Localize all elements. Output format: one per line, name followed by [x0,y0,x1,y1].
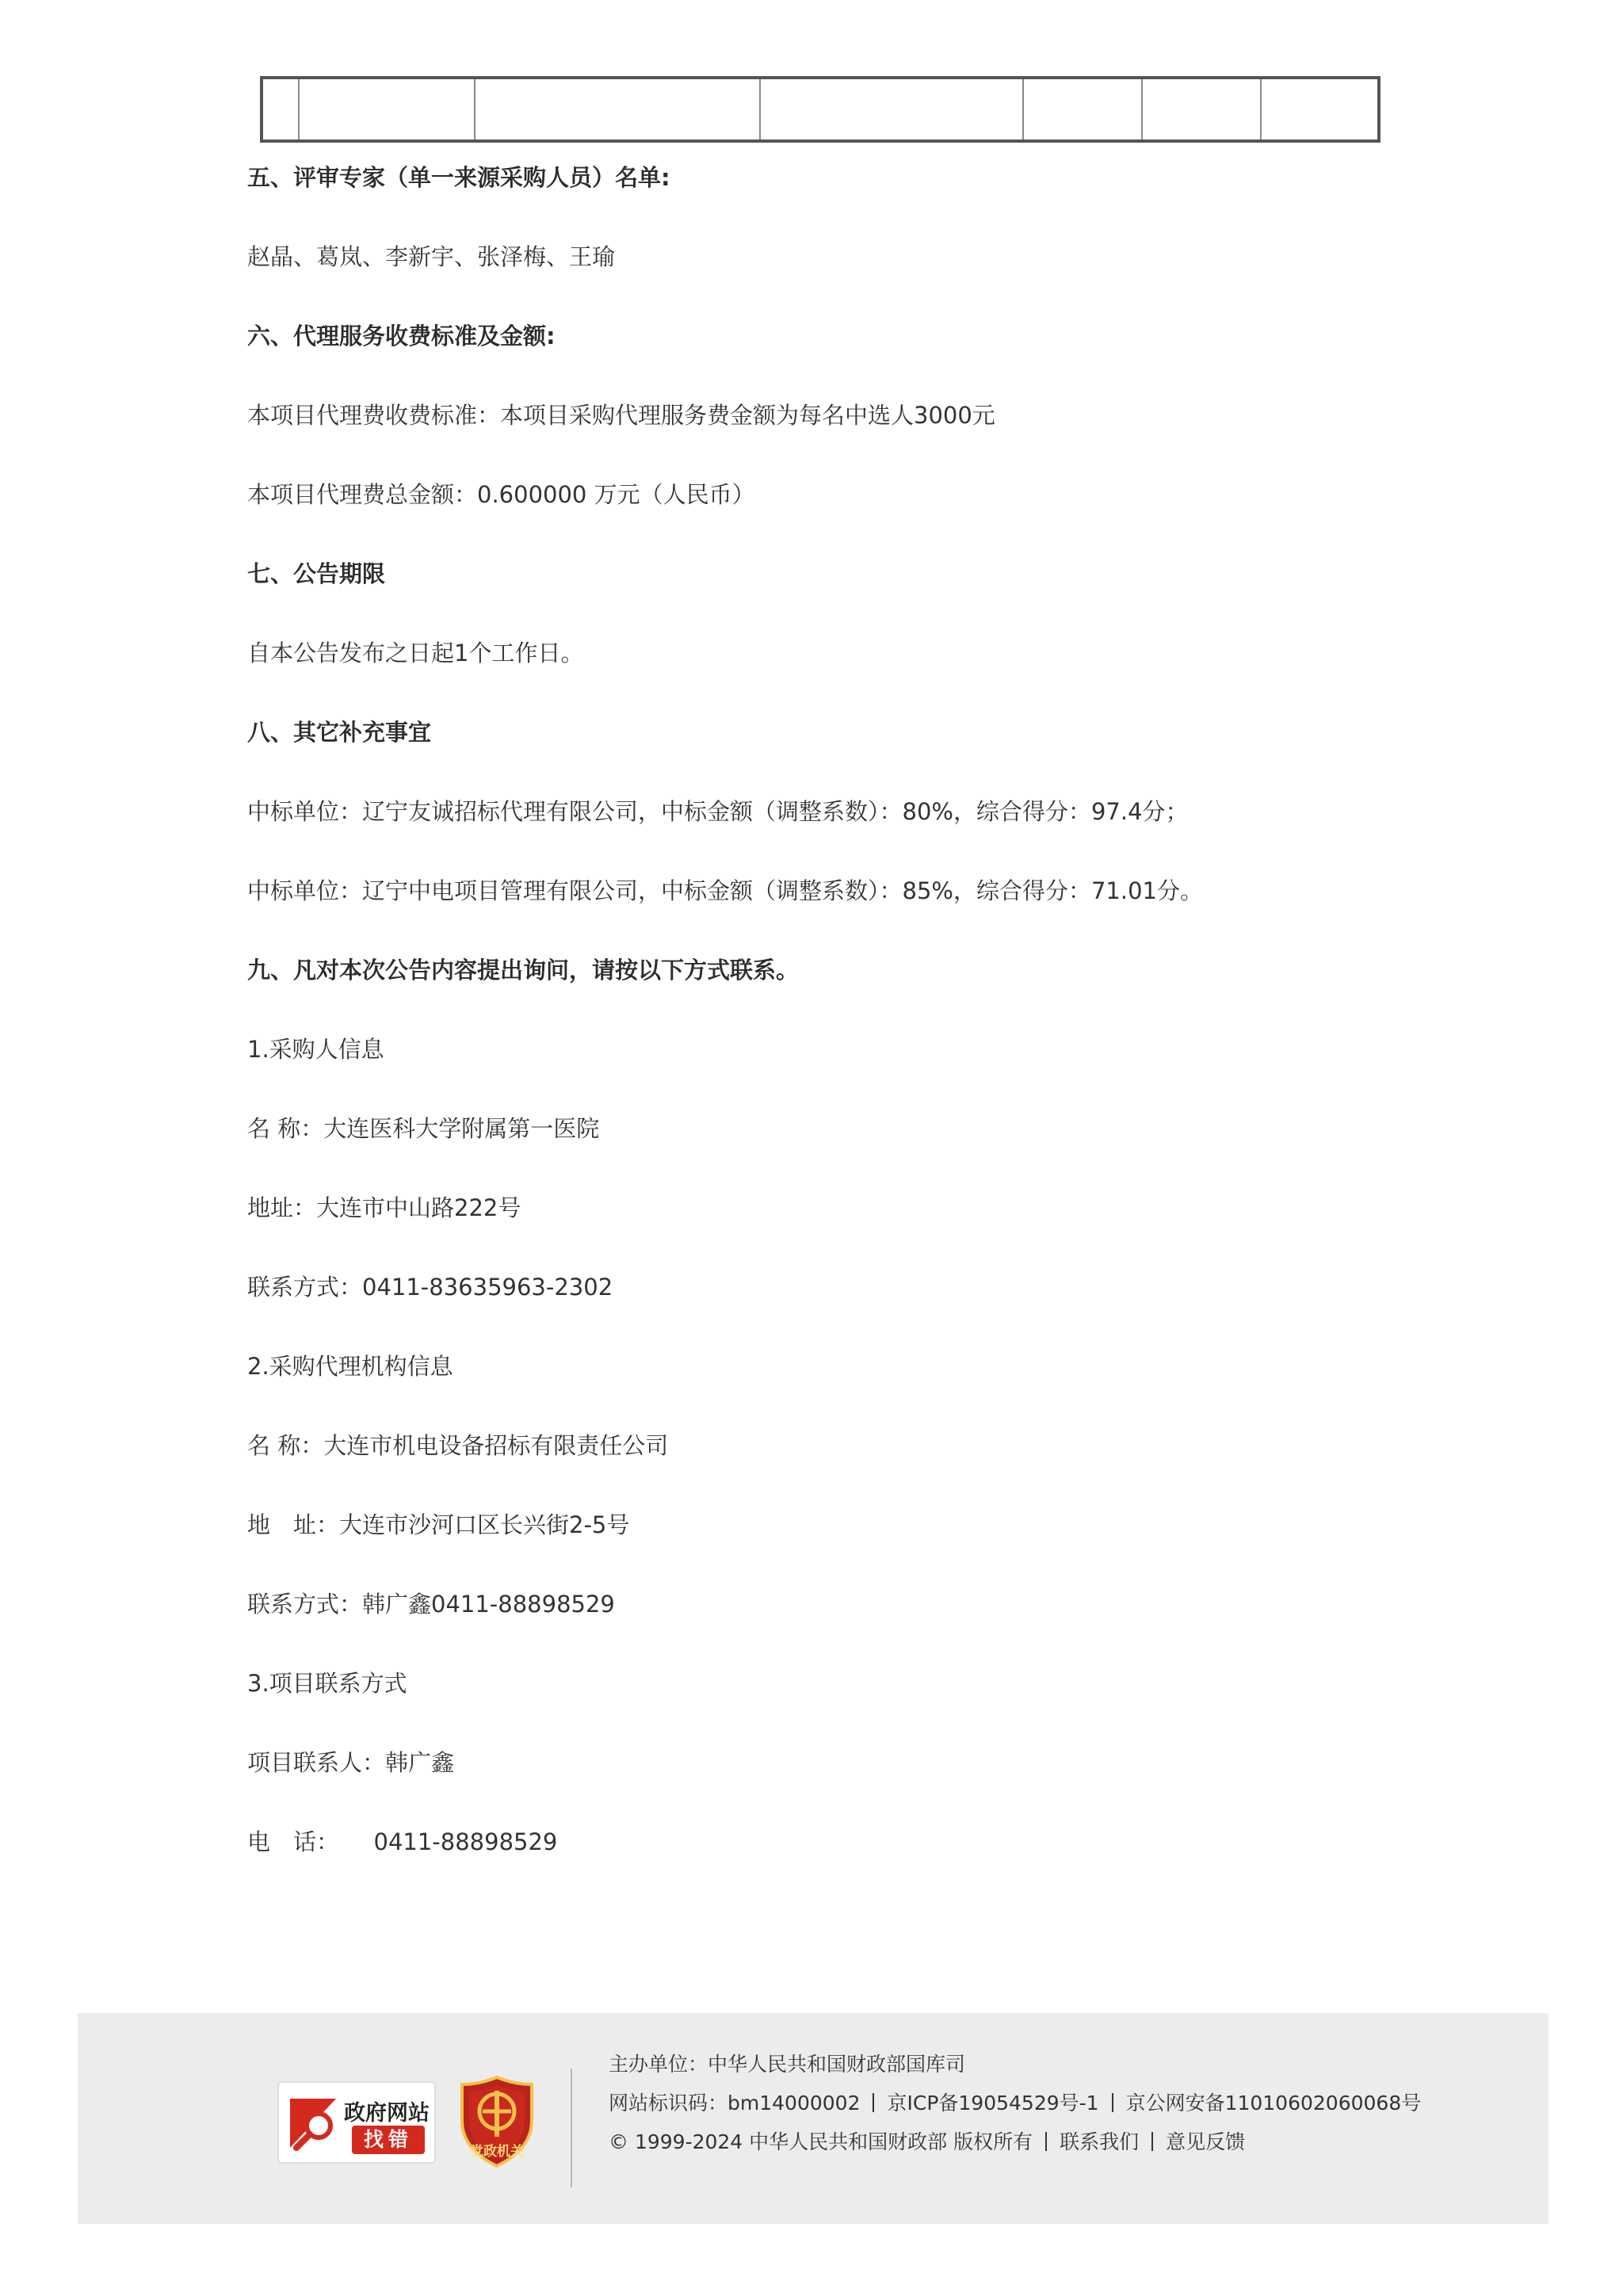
project-contact-phone: 电 话： 0411-88898529 [247,1828,558,1855]
section-heading-contact: 九、凡对本次公告内容提出询问，请按以下方式联系。 [247,957,800,984]
agency-heading: 2.采购代理机构信息 [247,1353,453,1380]
agency-phone: 联系方式：韩广鑫0411-88898529 [247,1591,615,1618]
section-heading-period: 七、公告期限 [247,560,386,587]
purchaser-heading: 1.采购人信息 [247,1036,384,1063]
winner-2: 中标单位：辽宁中电项目管理有限公司，中标金额（调整系数）：85%，综合得分：71.01分。 [247,877,1203,904]
table-cell [263,79,300,139]
copyright: © 1999-2024 中华人民共和国财政部 版权所有 [609,2130,1033,2153]
experts-list: 赵晶、葛岚、李新宇、张泽梅、王瑜 [247,243,616,270]
party-government-badge[interactable] [458,2075,536,2168]
table-cell [1024,79,1143,139]
badge-title: 政府网站 [344,2101,430,2126]
police-record-link[interactable]: 京公网安备11010602060068号 [1125,2092,1422,2115]
section-heading-experts: 五、评审专家（单一来源采购人员）名单: [247,164,670,191]
winner-1: 中标单位：辽宁友诚招标代理有限公司，中标金额（调整系数）：80%，综合得分：97.4分； [247,798,1189,825]
contact-us-link[interactable]: 联系我们 [1060,2130,1140,2153]
table-cell [1262,79,1377,139]
agency-address: 地 址：大连市沙河口区长兴街2-5号 [247,1511,630,1538]
fee-total: 本项目代理费总金额：0.600000 万元（人民币） [247,481,755,508]
purchaser-phone: 联系方式：0411-83635963-2302 [247,1274,613,1301]
table-cell [300,79,475,139]
footer-sponsor: 主办单位：中华人民共和国财政部国库司 [609,2053,966,2076]
gov-site-error-report-badge[interactable] [277,2081,436,2164]
magnifier-icon [287,2094,344,2153]
section-heading-fees: 六、代理服务收费标准及金额: [247,323,556,350]
badge-subtitle: 找错 [352,2126,425,2154]
project-contact-heading: 3.项目联系方式 [247,1670,407,1697]
table-bottom-row [260,76,1381,143]
party-badge-label: 党政机关 [470,2144,524,2160]
footer-copyright-row [609,2129,1245,2156]
project-contact-person: 项目联系人：韩广鑫 [247,1749,455,1776]
purchaser-name: 名 称：大连医科大学附属第一医院 [247,1115,600,1142]
site-id: 网站标识码：bm14000002 [609,2092,861,2115]
footer-registration [609,2090,1421,2117]
feedback-link[interactable]: 意见反馈 [1166,2130,1246,2153]
separator [1151,2132,1153,2151]
table-cell [1143,79,1262,139]
icp-link[interactable]: 京ICP备19054529号-1 [887,2092,1099,2115]
agency-name: 名 称：大连市机电设备招标有限责任公司 [247,1432,669,1459]
fee-standard: 本项目代理费收费标准：本项目采购代理服务费金额为每名中选人3000元 [247,402,995,429]
site-footer [78,2013,1549,2224]
purchaser-address: 地址：大连市中山路222号 [247,1194,521,1221]
separator [873,2093,874,2112]
footer-divider [571,2069,572,2187]
announcement-period: 自本公告发布之日起1个工作日。 [247,640,584,667]
table-cell [761,79,1024,139]
separator [1045,2132,1047,2151]
table-cell [475,79,761,139]
separator [1112,2093,1113,2112]
section-heading-supplement: 八、其它补充事宜 [247,719,432,746]
